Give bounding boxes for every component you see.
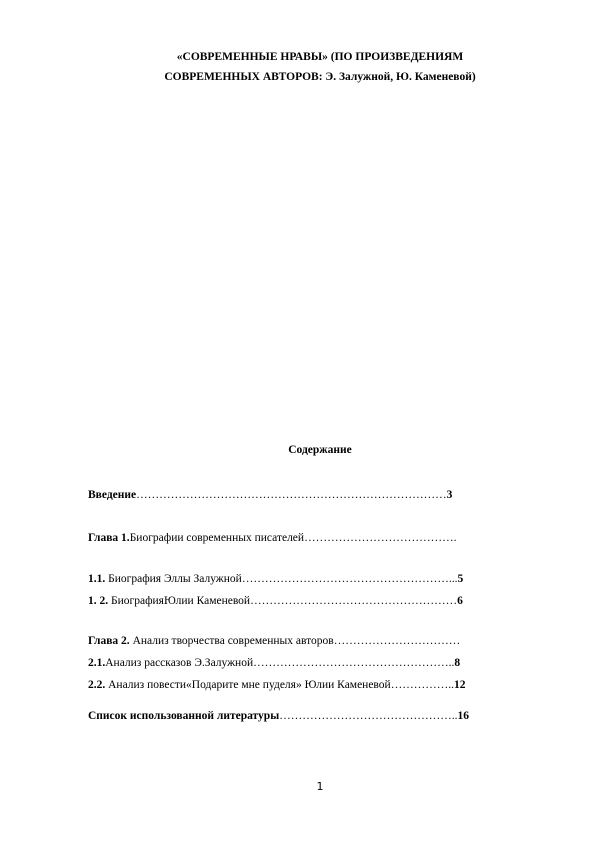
toc-item-text: Анализ повести«Подарите мне пуделя» Юлии Каменевой: [105, 679, 391, 691]
toc-item-1-2: [88, 594, 463, 608]
toc-item-chapter-1: [88, 531, 456, 545]
toc-item-label: Глава 1.: [88, 532, 130, 544]
toc-item-text: Анализ творчества современных авторов: [129, 635, 334, 647]
toc-item-references: [88, 709, 469, 723]
title-line-1: «СОВРЕМЕННЫЕ НРАВЫ» (ПО ПРОИЗВЕДЕНИЯМ: [176, 51, 464, 63]
toc-item-page: 8: [454, 657, 461, 669]
toc-item-text: Анализ рассказов Э.Залужной: [105, 657, 254, 669]
toc-item-page: 5: [457, 573, 464, 585]
toc-item-2-2: [88, 678, 465, 692]
toc-item-page: 12: [453, 679, 466, 691]
page-number: 1: [316, 780, 324, 793]
toc-item-chapter-2: [88, 634, 460, 648]
toc-item-text: Биография Эллы Залужной: [105, 573, 242, 585]
toc-item-text: Биографии современных писателей: [129, 532, 305, 544]
toc-item-introduction: [88, 488, 452, 502]
toc-item-label: Глава 2.: [88, 635, 130, 647]
toc-heading: Содержание: [288, 444, 352, 456]
document-title: [110, 47, 530, 87]
title-line-2: СОВРЕМЕННЫХ АВТОРОВ: Э. Залужной, Ю. Каменевой): [164, 71, 476, 83]
toc-item-dots: ………………………………………………: [250, 595, 458, 607]
toc-item-dots: ……………………………: [333, 635, 461, 647]
toc-item-label: 1.1.: [88, 573, 106, 585]
toc-item-label: 2.2.: [88, 679, 106, 691]
toc-item-page: 6: [457, 595, 463, 607]
toc-item-text: БиографияЮлии Каменевой: [108, 595, 251, 607]
toc-item-label: Введение: [88, 489, 137, 501]
toc-item-dots: ………………………………………………………………………: [136, 489, 447, 501]
toc-item-dots: ……………..: [390, 679, 454, 691]
toc-item-dots: ………………………………………..: [279, 710, 458, 722]
toc-item-dots: ………………………………….: [304, 532, 457, 544]
toc-item-page: 16: [457, 710, 469, 722]
toc-item-1-1: [88, 572, 463, 586]
toc-item-dots: ………………………………………………...: [241, 573, 458, 585]
toc-item-label: 1. 2.: [88, 595, 109, 607]
toc-item-dots: ……………………………………………..: [253, 657, 455, 669]
toc-item-label: 2.1.: [88, 657, 106, 669]
toc-item-label: Список использованной литературы: [88, 710, 280, 722]
toc-item-page: 3: [446, 489, 453, 501]
toc-item-2-1: [88, 656, 460, 670]
